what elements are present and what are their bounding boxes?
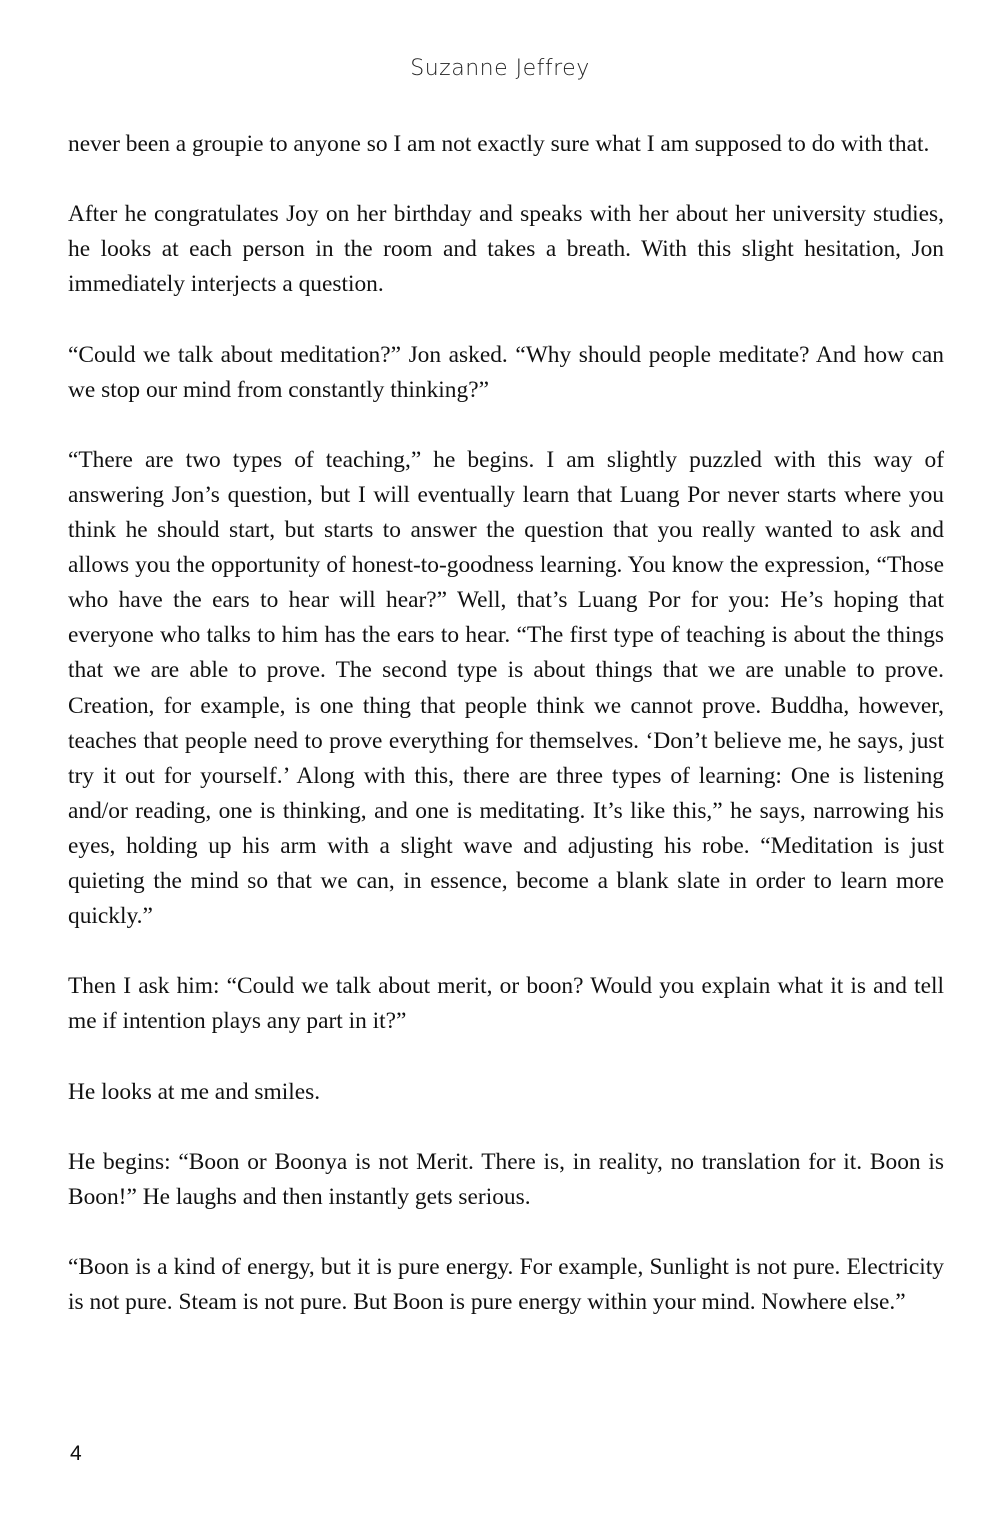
paragraph: He begins: “Boon or Boonya is not Merit. There is, in reality, no translation for it. Boon is Boon!” He laughs and then instantly gets serious. bbox=[68, 1148, 944, 1210]
paragraph: never been a groupie to anyone so I am not exactly sure what I am supposed to do with that. bbox=[68, 131, 930, 157]
paragraph: After he congratulates Joy on her birthday and speaks with her about her university studies, he looks at each person in the room and takes a breath. With this slight hesitation, Jon immediately interjects a question. bbox=[68, 201, 944, 298]
paragraph: Then I ask him: “Could we talk about merit, or boon? Would you explain what it is and tell me if intention plays any part in it?” bbox=[68, 973, 944, 1035]
body-text bbox=[68, 127, 944, 1355]
paragraph: “Could we talk about meditation?” Jon asked. “Why should people meditate? And how can we stop our mind from constantly thinking?” bbox=[68, 341, 944, 403]
paragraph: “There are two types of teaching,” he begins. I am slightly puzzled with this way of answering Jon’s question, but I will eventually learn that Luang Por never starts where you think he should start, but starts to answer the question that you really wanted to ask and allows you the opportunity of honest-to-goodness learning. You know the expression, “Those who have the ears to hear will hear?” Well, that’s Luang Por for you: He’s hoping that everyone who talks to him has the ears to hear. “The first type of teaching is about the things that we are able to prove. The second type is about things that we are unable to prove. Creation, for example, is one thing that people think we cannot prove. Buddha, however, teaches that people need to prove everything for themselves. ‘Don’t believe me, he says, just try it out for yourself.’ Along with this, there are three types of learning: One is listening and/or reading, one is thinking, and one is meditating. It’s like this,” he says, narrowing his eyes, holding up his arm with a slight wave and adjusting his robe. “Meditation is just quieting the mind so that we can, in essence, become a blank slate in order to learn more quickly.” bbox=[68, 446, 944, 930]
running-head-author: Suzanne Jeffrey bbox=[410, 56, 590, 81]
paragraph: He looks at me and smiles. bbox=[68, 1078, 321, 1105]
paragraph: “Boon is a kind of energy, but it is pure energy. For example, Sunlight is not pure. Electricity is not pure. Steam is not pure. But Boon is pure energy within your mind. Nowhere else.” bbox=[68, 1254, 944, 1316]
page-number: 4 bbox=[70, 1442, 82, 1465]
